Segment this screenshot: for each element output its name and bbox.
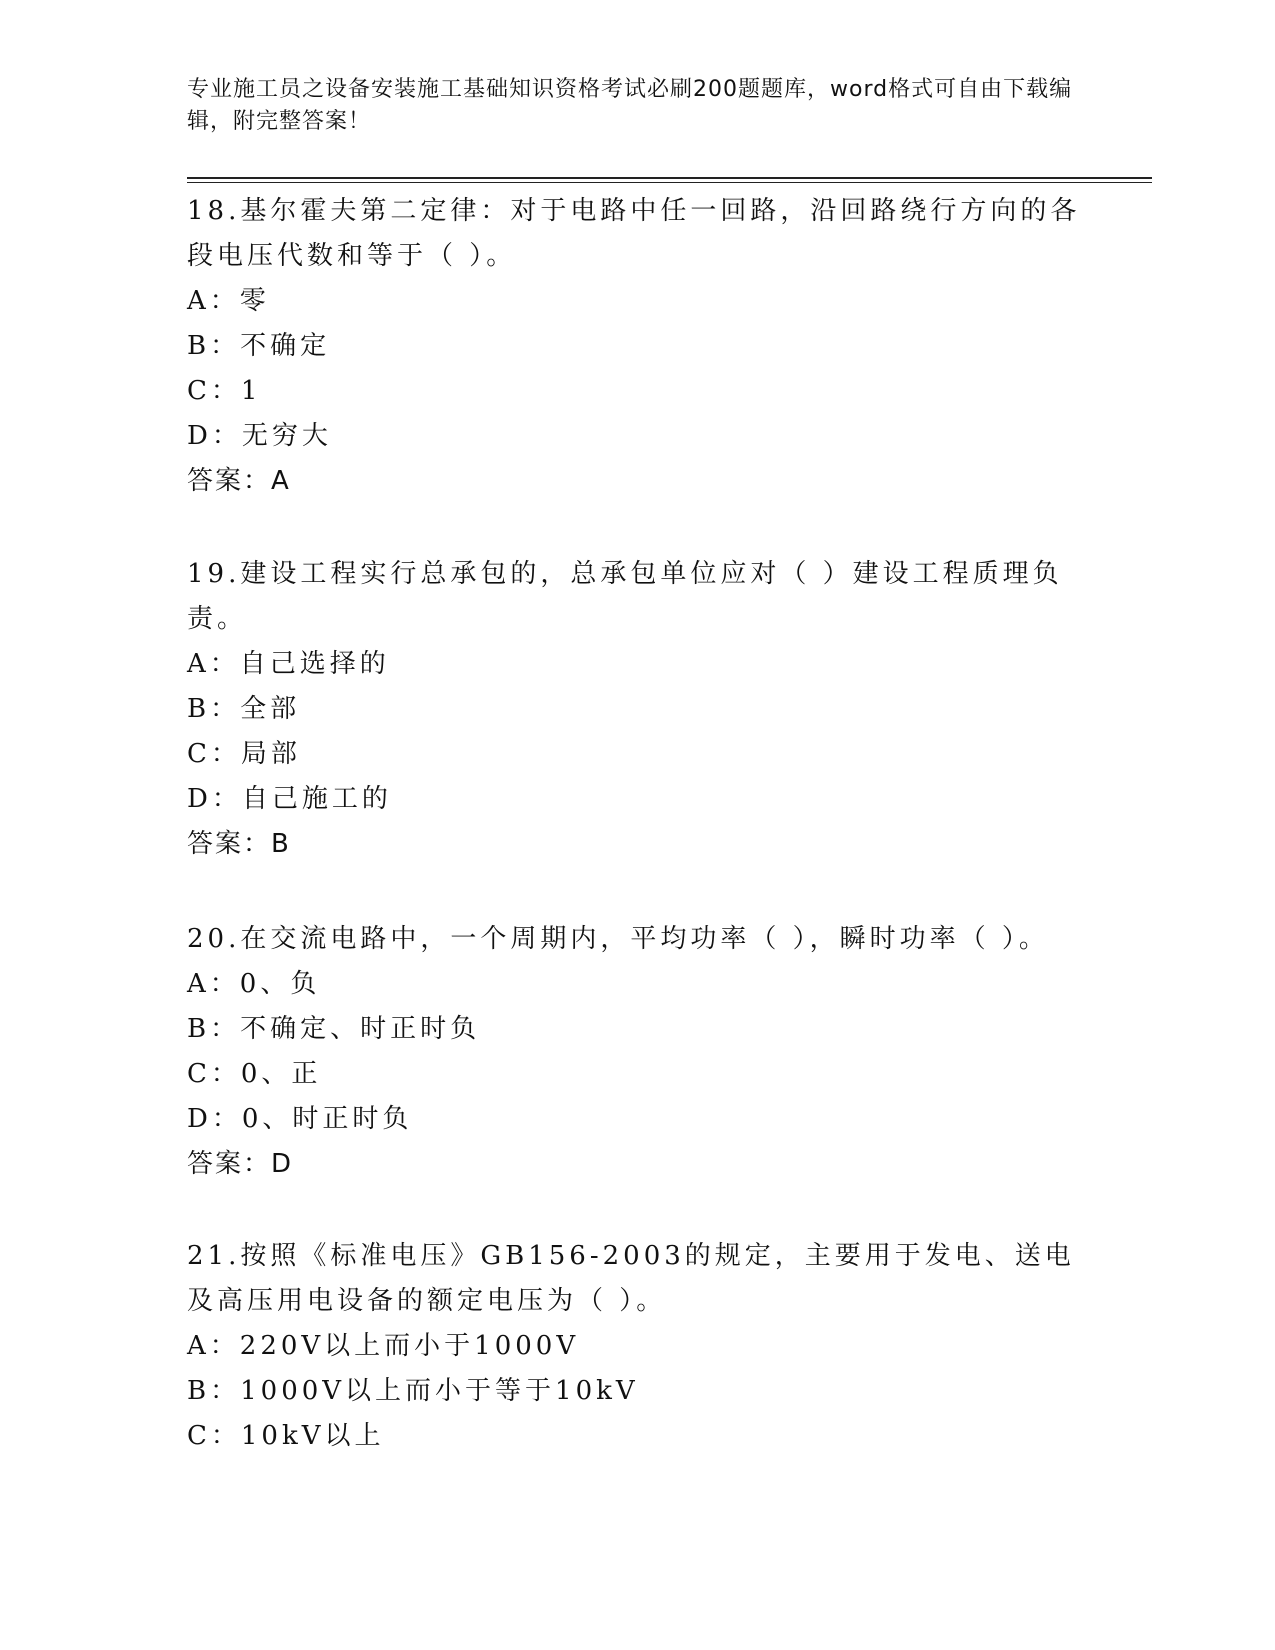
option-d: D：自己施工的 xyxy=(187,784,392,814)
option-c: C：0、正 xyxy=(187,1059,322,1089)
document-header-note: 专业施工员之设备安装施工基础知识资格考试必刷200题题库，word格式可自由下载编辑，附完整答案！ xyxy=(187,77,1073,134)
option-b: B：不确定 xyxy=(187,331,331,361)
option-d: D：0、时正时负 xyxy=(187,1104,413,1134)
question-18 xyxy=(187,189,1087,504)
question-stem: 20.在交流电路中，一个周期内，平均功率（ ），瞬时功率（ ）。 xyxy=(187,924,1049,954)
option-c: C：局部 xyxy=(187,739,301,769)
answer-line: 答案：D xyxy=(187,1149,294,1179)
option-a: A：零 xyxy=(187,286,270,316)
option-b: B：1000V以上而小于等于10kV xyxy=(187,1376,639,1406)
question-19 xyxy=(187,552,1087,867)
option-d: D：无穷大 xyxy=(187,421,332,451)
question-stem: 21.按照《标准电压》GB156-2003的规定，主要用于发电、送电及高压用电设备的额定电压为（ ）。 xyxy=(187,1241,1075,1316)
header-divider-secondary xyxy=(187,182,1152,183)
option-b: B：不确定、时正时负 xyxy=(187,1014,481,1044)
option-a: A：自己选择的 xyxy=(187,649,390,679)
option-c: C：1 xyxy=(187,376,262,406)
question-stem: 18.基尔霍夫第二定律：对于电路中任一回路，沿回路绕行方向的各段电压代数和等于（ ）。 xyxy=(187,196,1081,271)
question-stem: 19.建设工程实行总承包的，总承包单位应对（ ）建设工程质理负责。 xyxy=(187,559,1063,634)
option-c: C：10kV以上 xyxy=(187,1421,385,1451)
header-divider xyxy=(187,177,1152,179)
option-a: A：0、负 xyxy=(187,969,321,999)
option-a: A：220V以上而小于1000V xyxy=(187,1331,580,1361)
option-b: B：全部 xyxy=(187,694,301,724)
question-20 xyxy=(187,917,1087,1187)
answer-line: 答案：B xyxy=(187,829,291,859)
answer-line: 答案：A xyxy=(187,466,291,496)
question-21 xyxy=(187,1234,1087,1459)
